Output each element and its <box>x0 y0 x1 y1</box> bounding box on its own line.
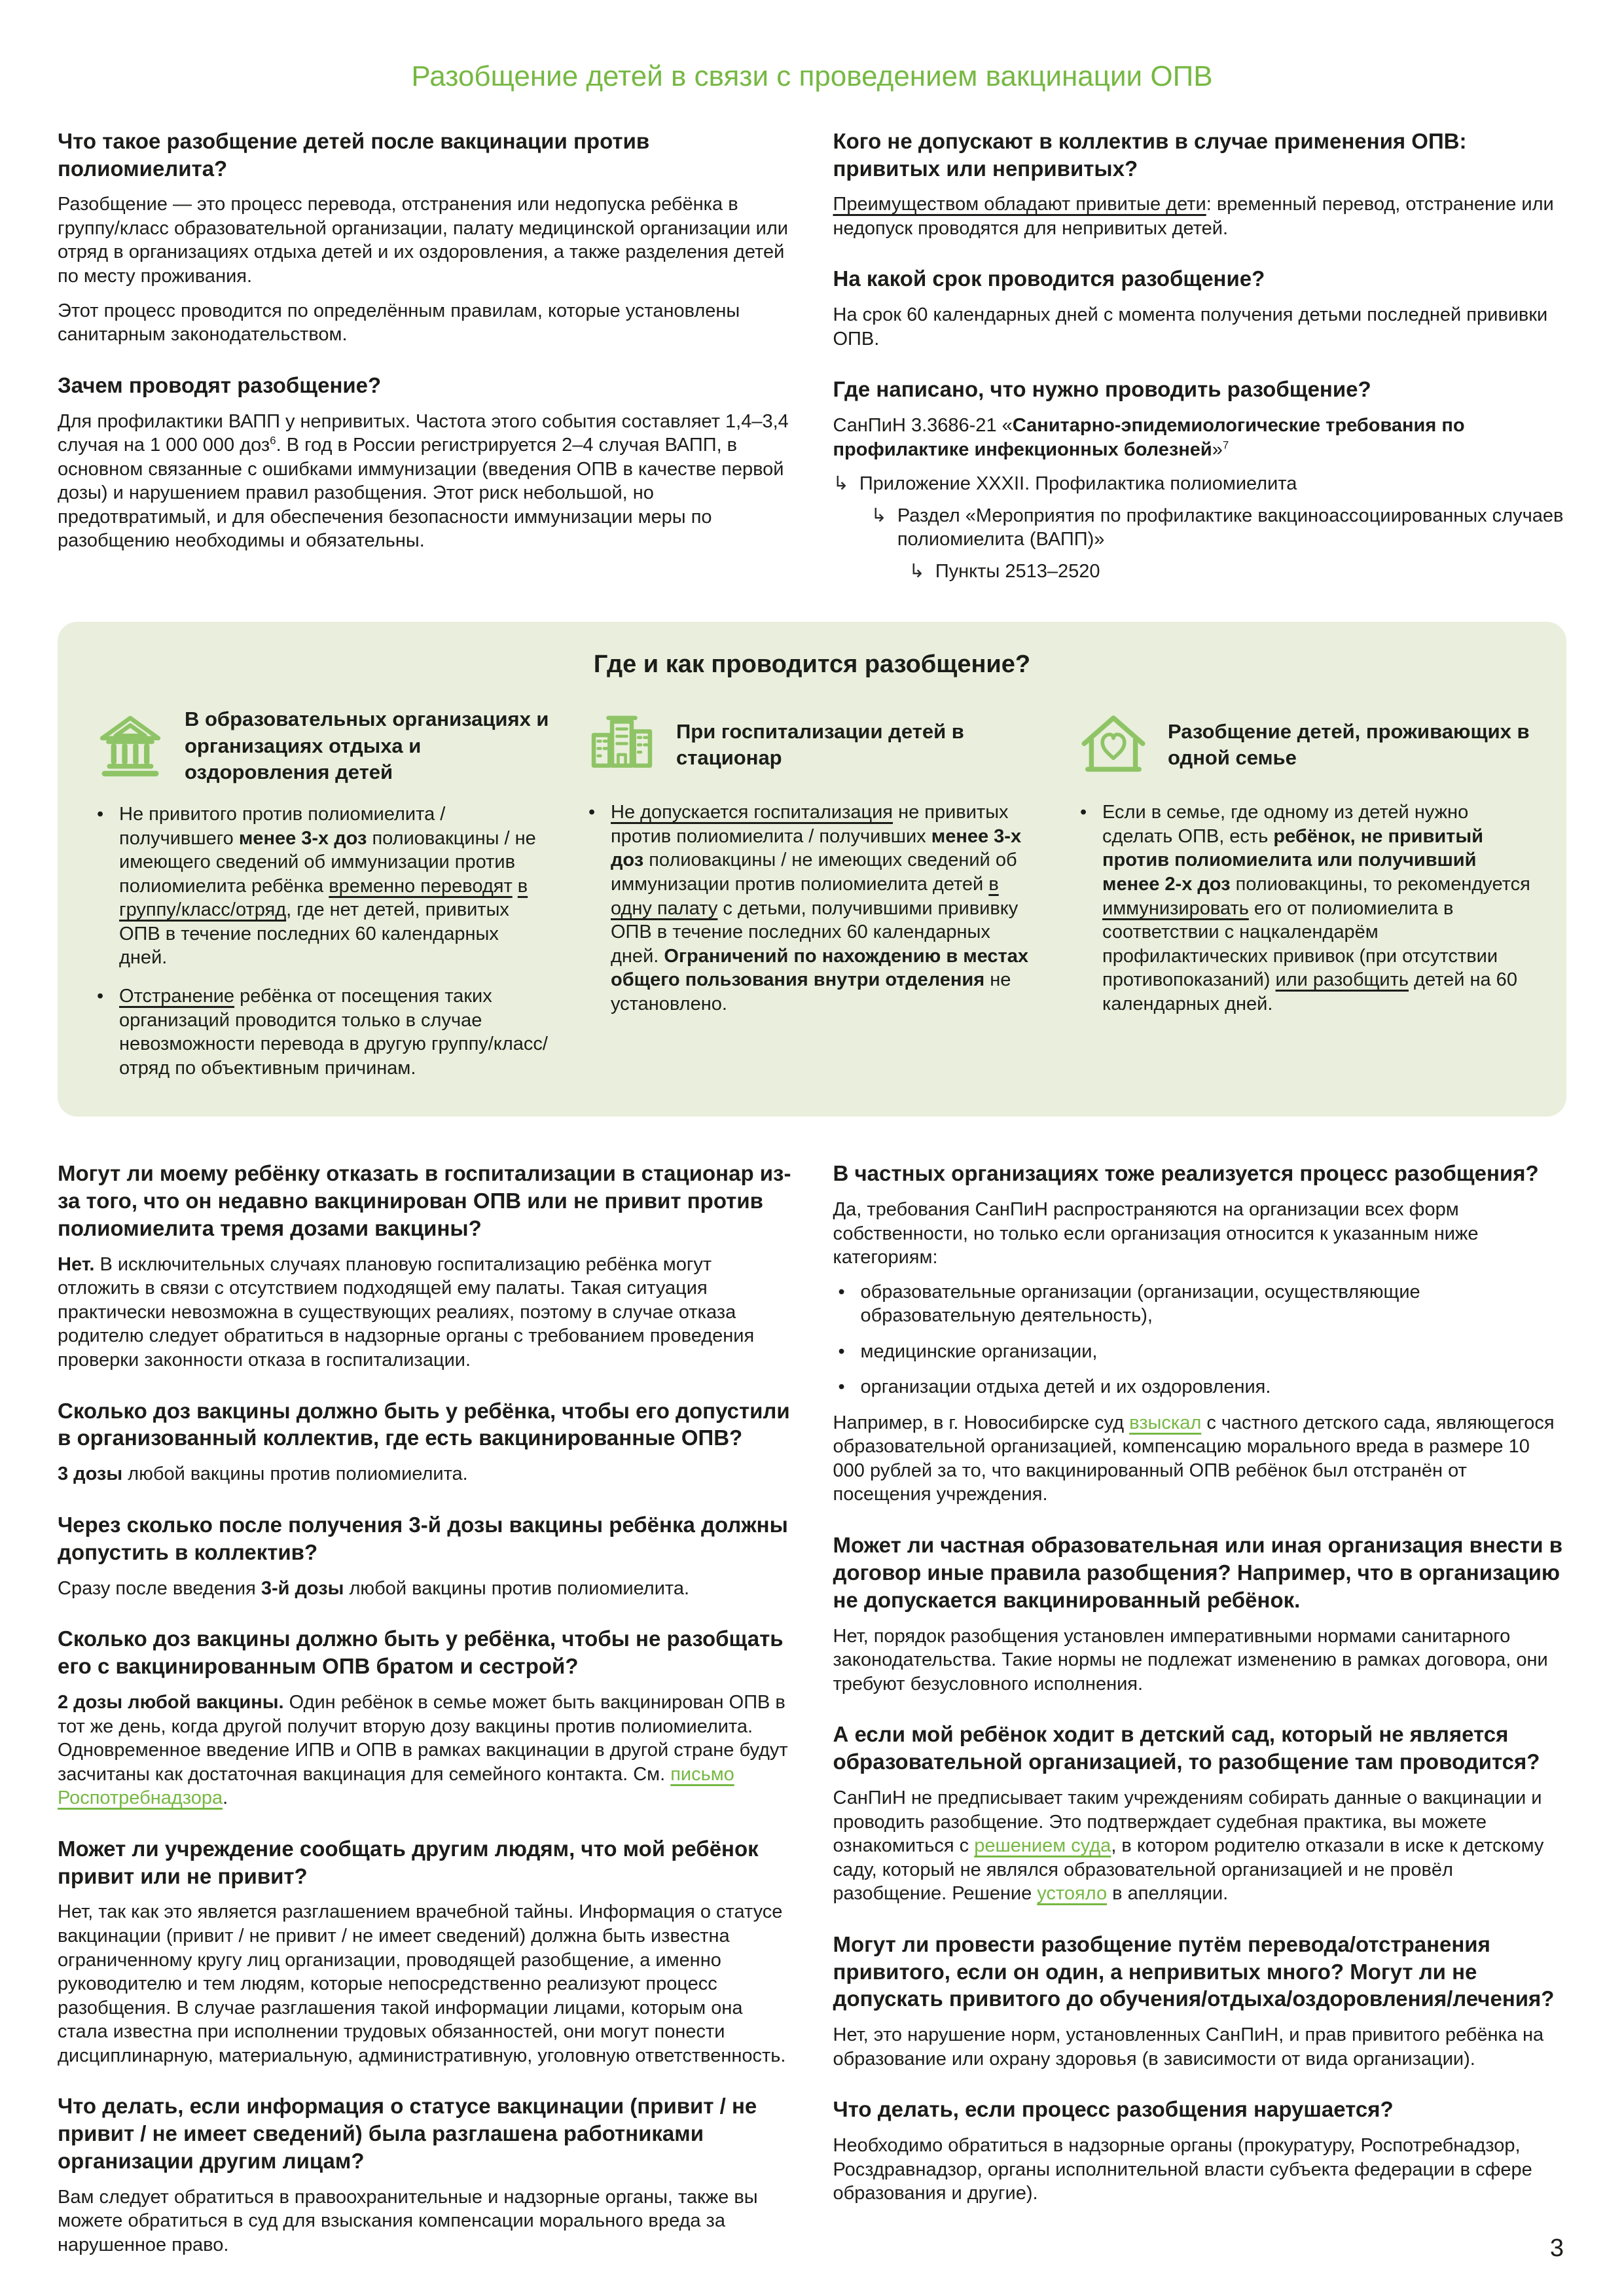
question-heading: Сколько доз вакцины должно быть у ребёнка, чтобы не разобщать его с вакцинированным ОПВ братом и сестрой? <box>58 1626 784 1679</box>
answer-paragraph: СанПиН не предписывает таким учреждениям собирать данные о вакцинации и проводить разобщение. Это подтверждает судебная практика, вы можете ознакомиться с решением суда, в котором родителю отказали в иске к детскому саду, который не являлся образовательной организацией и не провёл разобщение. Решение устояло в апелляции. <box>833 1787 1544 1905</box>
box-column-heading: При госпитализации детей в стационар <box>676 720 964 770</box>
question-heading: Может ли учреждение сообщать другим людям, что мой ребёнок привит или не привит? <box>58 1836 759 1888</box>
bottom-left-column <box>58 1160 791 2267</box>
answer-paragraph: Вам следует обратиться в правоохранительные и надзорные органы, также вы можете обратиться в суд для взыскания компенсации морального вреда за нарушенное право. <box>58 2186 758 2255</box>
answer-paragraph: СанПиН 3.3686-21 «Санитарно-эпидемиологические требования по профилактике инфекционных болезней»$^7$ <box>833 415 1465 460</box>
question-heading: Через сколько после получения 3-й дозы вакцины ребёнка должны допустить в коллектив? <box>58 1512 788 1564</box>
reference-text: Приложение XXXII. Профилактика полиомиелита <box>859 473 1297 495</box>
box-column-heading: Разобщение детей, проживающих в одной семье <box>1168 720 1530 770</box>
house-heart-icon <box>1075 706 1152 783</box>
box-column-header <box>92 706 549 785</box>
answer-paragraph: Сразу после введения 3-й дозы любой вакцины против полиомиелита. <box>58 1577 690 1599</box>
list-item: • образовательные организации (организации, осуществляющие образовательную деятельность), <box>833 1280 1567 1328</box>
reference-item <box>833 560 1567 584</box>
answer-paragraph: Нет, так как это является разглашением врачебной тайны. Информация о статусе вакцинации (привит / не привит / не имеет сведений) должна быть известна ограниченному кругу лиц организации, проводящей разобщение, а именно руководителю и тем людям, которые непосредственно реализуют процесс разобщения. В случае разглашения такой информации лицами, которым она стала известна при исполнении трудовых обязанностей, они могут понести дисциплинарную, материальную, административную, уголовную ответственность. <box>58 1901 786 2066</box>
box-column-hospital <box>583 706 1041 1030</box>
section-separation-term <box>833 265 1567 351</box>
list-item: • Если в семье, где одному из детей нужно сделать ОПВ, есть ребёнок, не привитый против полиомиелита или получивший менее 2-х доз полиовакцины, то рекомендуется иммунизировать его от полиомиелита в соответствии с нацкалендарём профилактических прививок (при отсутствии противопоказаний) или разобщить детей на 60 календарных дней. <box>1075 800 1532 1016</box>
reference-item <box>833 504 1567 552</box>
section-doses-for-collective <box>58 1397 791 1486</box>
question-heading: На какой срок проводится разобщение? <box>833 266 1265 291</box>
list-item: • медицинские организации, <box>833 1340 1567 1364</box>
bank-icon <box>92 708 169 785</box>
box-column-heading: В образовательных организациях и организациях отдыха и оздоровления детей <box>185 708 549 783</box>
info-box-columns <box>92 706 1532 1094</box>
question-heading: Сколько доз вакцины должно быть у ребёнка, чтобы его допустили в организованный коллектив, где есть вакцинированные ОПВ? <box>58 1398 790 1450</box>
list-item: • Отстранение ребёнка от посещения таких организаций проводится только в случае невозможности перевода в другую группу/класс/отряд по объективным причинам. <box>92 984 549 1080</box>
section-process-violated <box>833 2096 1567 2206</box>
answer-paragraph: Нет. В исключительных случаях плановую госпитализацию ребёнка могут отложить в связи с отсутствием подходящей ему палаты. Такая ситуация практически невозможна в существующих реалиях, поэтому в случае отказа родителю следует обратиться в надзорные органы с требованием проведения проверки законности отказа в госпитализации. <box>58 1253 755 1371</box>
bottom-right-column <box>833 1160 1567 2216</box>
section-non-educational-kindergarten <box>833 1721 1567 1905</box>
answer-paragraph: Необходимо обратиться в надзорные органы (прокуратуру, Роспотребнадзор, Росздравнадзор, органы исполнительной власти субъекта федерации в сфере образования и другие). <box>833 2135 1532 2204</box>
inline-link[interactable]: решением суда <box>974 1835 1111 1857</box>
bullet-list <box>1075 800 1532 1016</box>
section-private-organizations <box>833 1160 1567 1507</box>
top-left-column <box>58 128 791 564</box>
question-heading: Что делать, если процесс разобщения нарушается? <box>833 2097 1394 2122</box>
section-why-separation <box>58 372 791 553</box>
section-who-not-admitted <box>833 128 1567 241</box>
answer-paragraph: Преимуществом обладают привитые дети: временный перевод, отстранение или недопуск проводятся для непривитых детей. <box>833 194 1554 239</box>
bullet-list <box>833 1280 1567 1399</box>
question-heading: Кого не допускают в коллектив в случае применения ОПВ: привитых или непривитых? <box>833 128 1467 181</box>
question-heading: Что делать, если информация о статусе вакцинации (привит / не привит / не имеет сведений) была разглашена работниками организации другим лицам? <box>58 2094 757 2174</box>
inline-link[interactable]: письмо Роспотребнадзора <box>58 1763 734 1809</box>
box-column-header <box>583 706 1041 783</box>
section-doses-for-family <box>58 1625 791 1810</box>
info-box-title: Где и как проводится разобщение? <box>593 650 1031 678</box>
box-column-header <box>1075 706 1532 783</box>
question-heading: Может ли частная образовательная или иная организация внести в договор иные правила разобщения? Например, что в организацию не допускается вакцинированный ребёнок. <box>833 1532 1562 1612</box>
section-disclosure <box>58 1835 791 2068</box>
section-separation-of-vaccinated <box>833 1931 1567 2072</box>
question-heading: Что такое разобщение детей после вакцинации против полиомиелита? <box>58 128 650 181</box>
hospital-icon <box>583 706 660 783</box>
box-column-family <box>1075 706 1532 1030</box>
arrow-icon: ↳ <box>833 473 849 495</box>
reference-text: Пункты 2513–2520 <box>935 561 1100 582</box>
reference-text: Раздел «Мероприятия по профилактике вакциноассоциированных случаев полиомиелита (ВАПП)» <box>897 505 1564 550</box>
answer-paragraph: Нет, порядок разобщения установлен императивными нормами санитарного законодательства. Такие нормы не подлежат изменению в рамках договора, они требуют безусловного исполнения. <box>833 1625 1548 1695</box>
answer-paragraph: Этот процесс проводится по определённым правилам, которые установлены санитарным законодательством. <box>58 300 740 346</box>
top-right-column <box>833 128 1567 592</box>
page-title: Разобщение детей в связи с проведением вакцинации ОПВ <box>411 60 1213 92</box>
section-what-is-separation <box>58 128 791 347</box>
answer-paragraph: 2 дозы любой вакцины. Один ребёнок в семье может быть вакцинирован ОПВ в тот же день, когда другой получит вторую дозу вакцины против полиомиелита. Одновременное введение ИПВ и ОПВ в рамках вакцинации в другой стране будут засчитаны как достаточная вакцинация для семейного контакта. См. письмо Роспотребнадзора. <box>58 1692 788 1809</box>
section-contract-rules <box>833 1532 1567 1696</box>
question-heading: В частных организациях тоже реализуется процесс разобщения? <box>833 1161 1539 1186</box>
list-item: • организации отдыха детей и их оздоровления. <box>833 1375 1567 1399</box>
box-column-education <box>92 706 549 1094</box>
arrow-icon: ↳ <box>909 561 925 582</box>
section-hospital-refusal <box>58 1160 791 1372</box>
answer-paragraph: Нет, это нарушение норм, установленных СанПиН, и прав привитого ребёнка на образование или охрану здоровья (в зависимости от вида организации). <box>833 2024 1544 2070</box>
bullet-list <box>583 800 1041 1016</box>
answer-paragraph: Разобщение — это процесс перевода, отстранения или недопуска ребёнка в группу/класс образовательной организации, палату медицинской организации или отряд в организациях отдыха детей и их оздоровления, а также разделения детей по месту проживания. <box>58 194 788 287</box>
page-number: 3 <box>1549 2234 1564 2263</box>
section-where-written <box>833 376 1567 583</box>
answer-paragraph: На срок 60 календарных дней с момента получения детьми последней прививки ОПВ. <box>833 304 1548 350</box>
section-disclosure-action <box>58 2092 791 2257</box>
section-after-third-dose <box>58 1511 791 1600</box>
inline-link[interactable]: устояло <box>1037 1883 1108 1905</box>
arrow-icon: ↳ <box>871 505 887 526</box>
list-item: • Не привитого против полиомиелита / получившего менее 3-х доз полиовакцины / не имеющего сведений об иммунизации против полиомиелита ребёнка временно переводят в группу/класс/отряд, где нет детей, привитых ОПВ в течение последних 60 календарных дней. <box>92 802 549 970</box>
answer-paragraph: Для профилактики ВАПП у непривитых. Частота этого события составляет 1,4–3,4 случая на 1 000 000 доз$^6$. В год в России регистрируется 2–4 случая ВАПП, в основном связанные с ошибками иммунизации (введения ОПВ в качестве первой дозы) и нарушением правил разобщения. Этот риск небольшой, но предотвратимый, и для обеспечения безопасности иммунизации меры по разобщению необходимы и обязательны. <box>58 410 789 552</box>
top-columns <box>58 128 1566 592</box>
reference-list <box>833 472 1567 583</box>
answer-paragraph: 3 дозы любой вакцины против полиомиелита. <box>58 1463 468 1485</box>
question-heading: Зачем проводят разобщение? <box>58 372 382 397</box>
answer-paragraph: Например, в г. Новосибирске суд взыскал с частного детского сада, являющегося образовательной организацией, компенсацию морального вреда в размере 10 000 рублей за то, что вакцинированный ОПВ ребёнок был отстранён от посещения учреждения. <box>833 1412 1555 1505</box>
answer-paragraph: Да, требования СанПиН распространяются на организации всех форм собственности, но только если организация относится к указанным ниже категориям: <box>833 1199 1479 1268</box>
inline-link[interactable]: взыскал <box>1129 1412 1202 1433</box>
question-heading: Могут ли провести разобщение путём перевода/отстранения привитого, если он один, а непривитых много? Могут ли не допускать привитого до обучения/отдыха/оздоровления/лечения? <box>833 1931 1555 2011</box>
list-item: • Не допускается госпитализация не привитых против полиомиелита / получивших менее 3-х доз полиовакцины / не имеющих сведений об иммунизации против полиомиелита детей в одну палату с детьми, получившими прививку ОПВ в течение последних 60 календарных дней. Ограничений по нахождению в местах общего пользования внутри отделения не установлено. <box>583 800 1041 1016</box>
question-heading: Могут ли моему ребёнку отказать в госпитализации в стационар из-за того, что он недавно вакцинирован ОПВ или не привит против полиомиелита тремя дозами вакцины? <box>58 1161 791 1240</box>
info-box <box>58 622 1566 1117</box>
question-heading: Где написано, что нужно проводить разобщение? <box>833 377 1371 402</box>
reference-item <box>833 472 1567 496</box>
question-heading: А если мой ребёнок ходит в детский сад, который не является образовательной организацией, то разобщение там проводится? <box>833 1722 1540 1774</box>
bullet-list <box>92 802 549 1080</box>
bottom-columns <box>58 1160 1566 2267</box>
